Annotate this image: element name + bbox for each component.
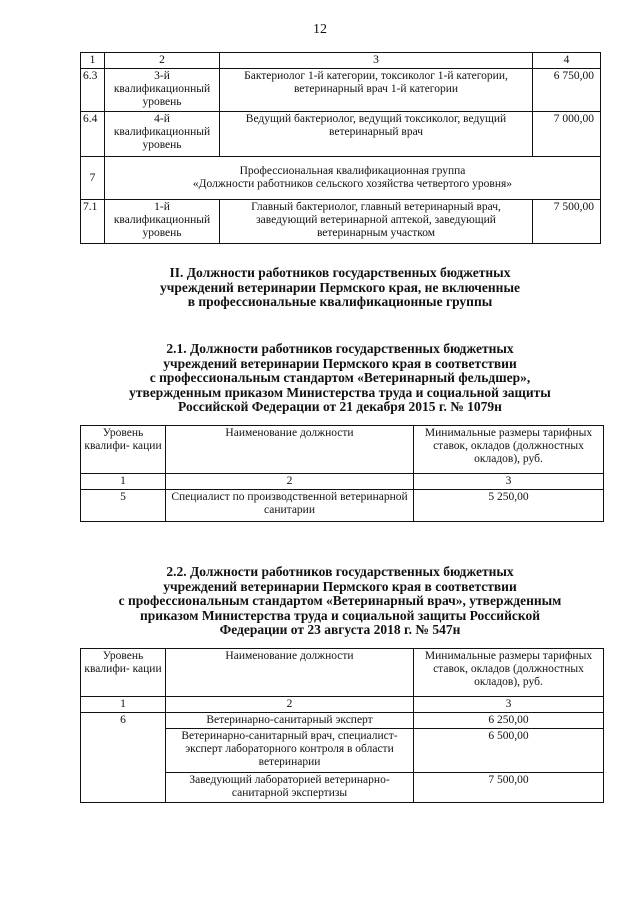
column-number: 1 xyxy=(81,697,166,713)
position-name: Ветеринарно-санитарный эксперт xyxy=(166,713,414,729)
salary-value: 6 500,00 xyxy=(414,729,604,773)
subsection-2-2-title xyxy=(60,565,620,638)
table-header-row xyxy=(81,53,601,69)
column-header-position: Наименование должности xyxy=(166,649,414,697)
column-number: 1 xyxy=(81,474,166,490)
vet-feldsher-table xyxy=(80,425,604,522)
position-names: Ведущий бактериолог, ведущий токсиколог, ведущий ветеринарный врач xyxy=(220,112,533,157)
salary-value: 6 250,00 xyxy=(414,713,604,729)
qualification-level: 6 xyxy=(81,713,166,803)
group-number: 7 xyxy=(81,157,105,200)
qualification-level: 4-й квалификационный уровень xyxy=(105,112,220,157)
group-title xyxy=(105,157,601,200)
table-row xyxy=(81,713,604,729)
row-number: 6.4 xyxy=(81,112,105,157)
column-number: 2 xyxy=(166,474,414,490)
column-number-row xyxy=(81,474,604,490)
header-cell: 2 xyxy=(105,53,220,69)
position-name: Специалист по производственной ветеринарной санитарии xyxy=(166,490,414,522)
position-names: Бактериолог 1-й категории, токсиколог 1-й категории, ветеринарный врач 1-й категории xyxy=(220,69,533,112)
header-cell: 1 xyxy=(81,53,105,69)
table-row xyxy=(81,490,604,522)
header-cell: 3 xyxy=(220,53,533,69)
vet-doctor-table xyxy=(80,648,604,803)
qualification-table-continued xyxy=(80,52,601,244)
heading-line: Российской Федерации от 21 декабря 2015 г. № 1079н xyxy=(178,399,502,414)
heading-line: учреждений ветеринарии Пермского края, не включенные xyxy=(160,279,520,295)
page-number: 12 xyxy=(313,22,327,37)
heading-line: 2.2. Должности работников государственных бюджетных xyxy=(166,564,514,579)
column-header-salary: Минимальные размеры тарифных ставок, окладов (должностных окладов), руб. xyxy=(414,649,604,697)
heading-line: учреждений ветеринарии Пермского края в соответствии xyxy=(163,578,517,594)
table-header-row xyxy=(81,426,604,474)
table-row xyxy=(81,69,601,112)
qualification-level: 3-й квалификационный уровень xyxy=(105,69,220,112)
heading-line: утвержденным приказом Министерства труда и социальной защиты xyxy=(129,384,551,400)
table-row xyxy=(81,112,601,157)
heading-line: приказом Министерства труда и социальной защиты Российской xyxy=(140,607,540,623)
salary-value: 7 500,00 xyxy=(533,200,601,244)
row-number: 6.3 xyxy=(81,69,105,112)
heading-line: II. Должности работников государственных бюджетных xyxy=(169,265,511,280)
position-names: Главный бактериолог, главный ветеринарный врач, заведующий ветеринарной аптекой, заведующий ветеринарным участком xyxy=(220,200,533,244)
row-number: 7.1 xyxy=(81,200,105,244)
subsection-2-1-title xyxy=(60,342,620,415)
group-title-line: «Должности работников сельского хозяйства четвертого уровня» xyxy=(192,178,513,190)
heading-line: учреждений ветеринарии Пермского края в соответствии xyxy=(163,355,517,371)
qualification-level: 5 xyxy=(81,490,166,522)
salary-value: 5 250,00 xyxy=(414,490,604,522)
qualification-level: 1-й квалификационный уровень xyxy=(105,200,220,244)
column-header-salary: Минимальные размеры тарифных ставок, окладов (должностных окладов), руб. xyxy=(414,426,604,474)
position-name: Заведующий лабораторией ветеринарно-санитарной экспертизы xyxy=(166,773,414,803)
table-row xyxy=(81,200,601,244)
column-number: 3 xyxy=(414,697,604,713)
table-header-row xyxy=(81,649,604,697)
group-row xyxy=(81,157,601,200)
column-header-level: Уровень квалифи- кации xyxy=(81,426,166,474)
column-header-position: Наименование должности xyxy=(166,426,414,474)
header-cell: 4 xyxy=(533,53,601,69)
salary-value: 6 750,00 xyxy=(533,69,601,112)
salary-value: 7 000,00 xyxy=(533,112,601,157)
column-number-row xyxy=(81,697,604,713)
heading-line: 2.1. Должности работников государственных бюджетных xyxy=(166,341,514,356)
salary-value: 7 500,00 xyxy=(414,773,604,803)
group-title-line: Профессиональная квалификационная группа xyxy=(239,165,466,177)
column-number: 3 xyxy=(414,474,604,490)
heading-line: в профессиональные квалификационные группы xyxy=(187,294,493,309)
column-header-level: Уровень квалифи- кации xyxy=(81,649,166,697)
heading-line: с профессиональным стандартом «Ветеринарный фельдшер», xyxy=(149,370,531,385)
section-2-title xyxy=(60,266,620,310)
column-number: 2 xyxy=(166,697,414,713)
position-name: Ветеринарно-санитарный врач, специалист-эксперт лабораторного контроля в области ветеринарии xyxy=(166,729,414,773)
heading-line: Федерации от 23 августа 2018 г. № 547н xyxy=(219,622,461,637)
heading-line: с профессиональным стандартом «Ветеринарный врач», утвержденным xyxy=(118,593,562,608)
